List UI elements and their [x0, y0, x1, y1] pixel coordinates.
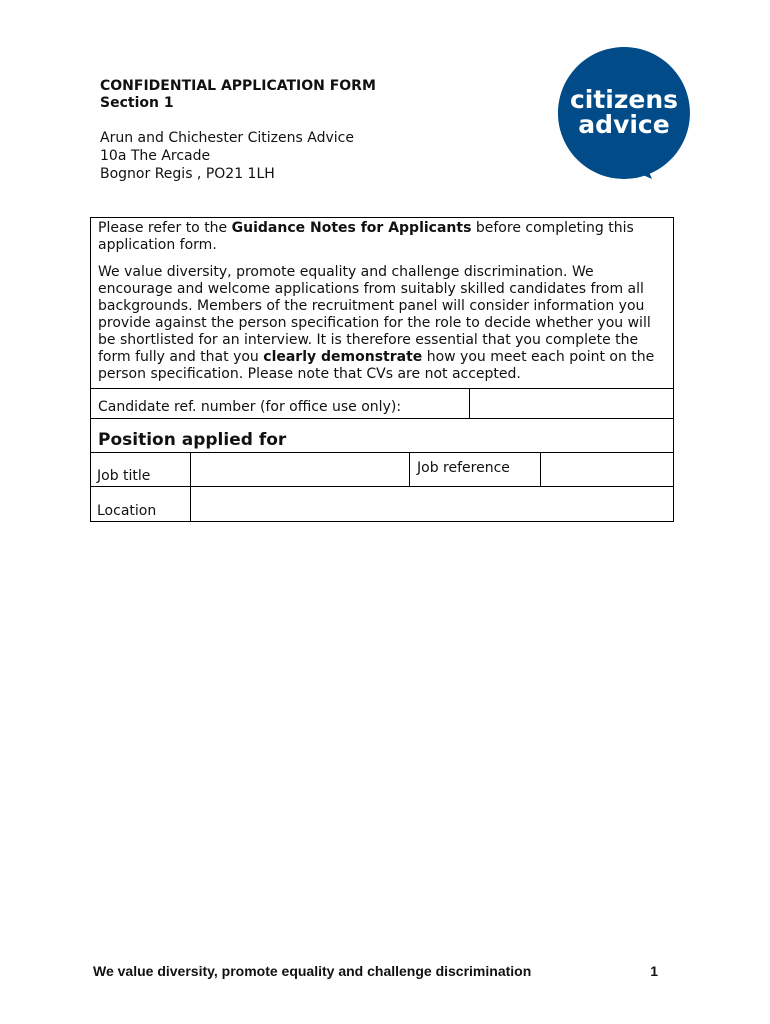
position-applied-heading: Position applied for [91, 419, 674, 453]
candidate-ref-label: Candidate ref. number (for office use only): [91, 389, 470, 419]
candidate-ref-row [91, 389, 674, 419]
footer-text: We value diversity, promote equality and challenge discrimination [93, 963, 532, 979]
intro-paragraph-guidance [98, 220, 666, 254]
application-form-table [90, 217, 674, 522]
intro-text: We value diversity, promote equality and challenge discrimination. We encourage and welcome applications from suitably skilled candidates from all backgrounds. Members of the recruitment panel will consider information you provide against the person specification for the role to decide whether you will be shortlisted for an interview. It is therefore essential that you complete the form fully and that you [98, 264, 651, 365]
intro-paragraph-diversity [98, 264, 666, 383]
intro-text: how you meet each point on the person specification. Please note that CVs are not accepted. [98, 349, 655, 382]
location-row [91, 487, 674, 522]
position-heading-row [91, 419, 674, 453]
address-block [100, 129, 520, 183]
candidate-ref-field[interactable] [470, 389, 674, 419]
form-title: CONFIDENTIAL APPLICATION FORM [100, 78, 376, 94]
intro-cell [91, 218, 674, 389]
intro-row [91, 218, 674, 389]
logo-text-line2: advice [578, 110, 670, 139]
address-line: 10a The Arcade [100, 148, 211, 164]
logo-text-line1: citizens [569, 85, 679, 114]
job-reference-field[interactable] [541, 453, 674, 487]
address-line: Arun and Chichester Citizens Advice [100, 130, 354, 146]
address-line: Bognor Regis , PO21 1LH [100, 166, 275, 182]
job-title-label: Job title [91, 453, 191, 487]
document-header [100, 78, 520, 183]
job-reference-label: Job reference [410, 453, 541, 487]
location-field[interactable] [191, 487, 674, 522]
intro-text: before completing this application form. [98, 220, 634, 253]
citizens-advice-logo [556, 45, 692, 181]
job-title-field[interactable] [191, 453, 410, 487]
intro-text: Please refer to the [98, 220, 232, 236]
page-number: 1 [650, 963, 658, 979]
logo-speech-bubble [556, 45, 692, 181]
page-footer [93, 963, 663, 979]
clearly-demonstrate-emphasis: clearly demonstrate [263, 349, 423, 365]
guidance-notes-emphasis: Guidance Notes for Applicants [231, 220, 472, 236]
location-label: Location [91, 487, 191, 522]
job-title-row [91, 453, 674, 487]
section-label: Section 1 [100, 95, 174, 111]
